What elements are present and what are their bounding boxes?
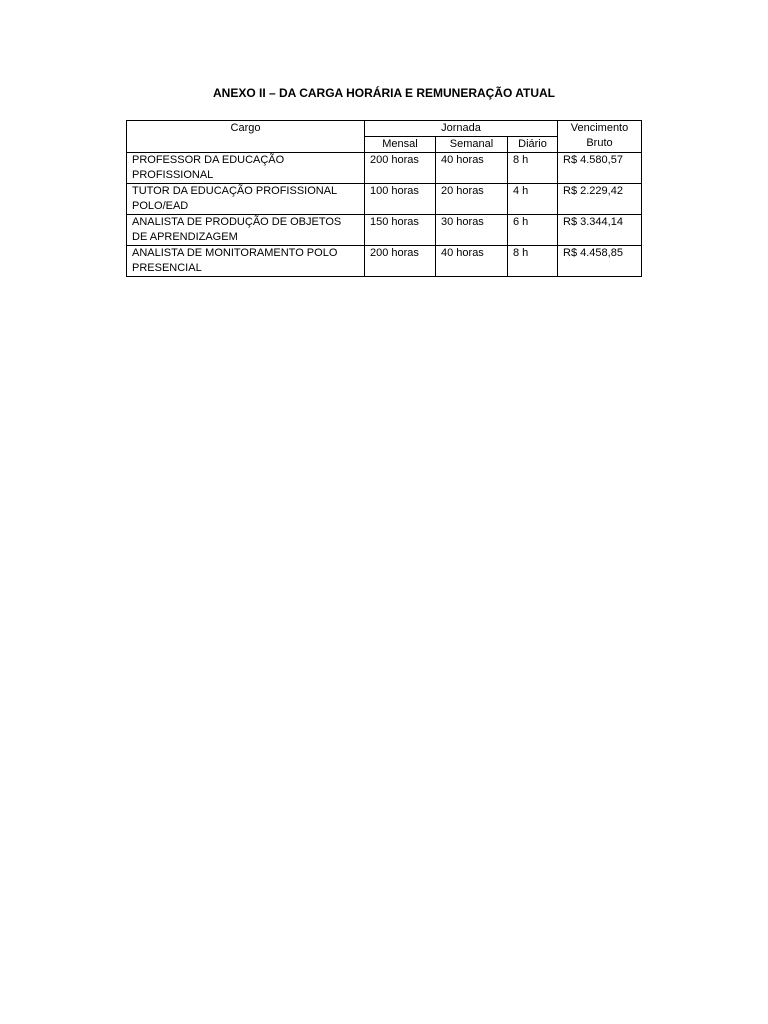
cell-cargo: TUTOR DA EDUCAÇÃO PROFISSIONAL POLO/EAD bbox=[127, 184, 365, 215]
remuneration-table bbox=[126, 120, 642, 277]
header-diario: Diário bbox=[508, 137, 558, 153]
cell-vencimento: R$ 3.344,14 bbox=[558, 215, 642, 246]
table-row bbox=[127, 246, 642, 277]
cell-semanal: 40 horas bbox=[436, 246, 508, 277]
header-mensal: Mensal bbox=[365, 137, 436, 153]
header-vencimento-line1: Vencimento bbox=[570, 122, 629, 134]
header-vencimento bbox=[558, 121, 642, 153]
cell-vencimento: R$ 4.458,85 bbox=[558, 246, 642, 277]
cell-diario: 8 h bbox=[508, 246, 558, 277]
cell-mensal: 200 horas bbox=[365, 246, 436, 277]
cell-cargo: PROFESSOR DA EDUCAÇÃO PROFISSIONAL bbox=[127, 153, 365, 184]
cell-mensal: 100 horas bbox=[365, 184, 436, 215]
header-semanal: Semanal bbox=[436, 137, 508, 153]
cell-semanal: 40 horas bbox=[436, 153, 508, 184]
cell-semanal: 30 horas bbox=[436, 215, 508, 246]
cell-cargo: ANALISTA DE PRODUÇÃO DE OBJETOS DE APRENDIZAGEM bbox=[127, 215, 365, 246]
cell-diario: 8 h bbox=[508, 153, 558, 184]
cell-cargo: ANALISTA DE MONITORAMENTO POLO PRESENCIAL bbox=[127, 246, 365, 277]
cell-diario: 4 h bbox=[508, 184, 558, 215]
table-row bbox=[127, 184, 642, 215]
cell-semanal: 20 horas bbox=[436, 184, 508, 215]
table-row bbox=[127, 215, 642, 246]
cell-mensal: 150 horas bbox=[365, 215, 436, 246]
header-jornada: Jornada bbox=[365, 121, 558, 137]
cell-diario: 6 h bbox=[508, 215, 558, 246]
document-title: ANEXO II – DA CARGA HORÁRIA E REMUNERAÇÃO ATUAL bbox=[212, 86, 555, 100]
cell-vencimento: R$ 2.229,42 bbox=[558, 184, 642, 215]
table-row bbox=[127, 153, 642, 184]
header-cargo: Cargo bbox=[127, 121, 365, 153]
cell-mensal: 200 horas bbox=[365, 153, 436, 184]
header-vencimento-line2: Bruto bbox=[586, 137, 613, 149]
cell-vencimento: R$ 4.580,57 bbox=[558, 153, 642, 184]
